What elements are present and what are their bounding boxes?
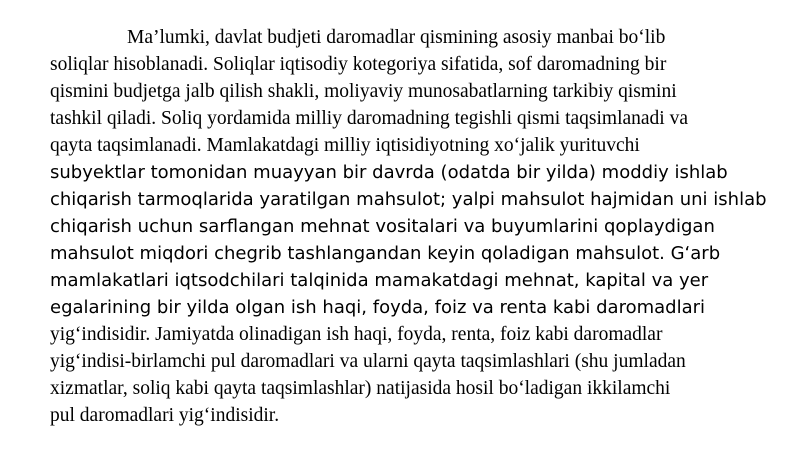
text-line-6: subyektlar tomonidan muayyan bir davrda (odatda bir yilda) moddiy ishlab (50, 162, 728, 183)
text-line-12: yig‘indisidir. Jamiyatda olinadigan ish haqi, foyda, renta, foiz kabi daromadlar (50, 324, 663, 345)
text-line-1: Ma’lumki, davlat budjeti daromadlar qismining asosiy manbai bo‘lib (127, 27, 666, 48)
text-line-4: tashkil qiladi. Soliq yordamida milliy daromadning tegishli qismi taqsimlanadi va (50, 108, 689, 129)
text-line-10: mamlakatlari iqtsodchilari talqinida mamakatdagi mehnat, kapital va yer (50, 270, 709, 291)
text-line-8: chiqarish uchun sarflangan mehnat vositalari va buyumlarini qoplaydigan (50, 216, 715, 237)
document-page (50, 24, 770, 429)
text-line-7: chiqarish tarmoqlarida yaratilgan mahsulot; yalpi mahsulot hajmidan uni ishlab (50, 189, 767, 210)
text-line-2: soliqlar hisoblanadi. Soliqlar iqtisodiy kotegoriya sifatida, sof daromadning bir (50, 54, 667, 75)
text-line-14: xizmatlar, soliq kabi qayta taqsimlashlar) natijasida hosil bo‘ladigan ikkilamchi (50, 378, 671, 399)
text-line-9: mahsulot miqdori chegrib tashlangandan keyin qoladigan mahsulot. G‘arb (50, 243, 721, 264)
text-line-15: pul daromadlari yig‘indisidir. (50, 405, 280, 426)
text-line-3: qismini budjetga jalb qilish shakli, moliyaviy munosabatlarning tarkibiy qismini (50, 81, 677, 102)
text-line-5: qayta taqsimlanadi. Mamlakatdagi milliy iqtisidiyotning xo‘jalik yurituvchi (50, 135, 640, 156)
text-line-13: yig‘indisi-birlamchi pul daromadlari va ularni qayta taqsimlashlari (shu jumladan (50, 351, 686, 372)
text-line-11: egalarining bir yilda olgan ish haqi, foyda, foiz va renta kabi daromadlari (50, 297, 706, 318)
paragraph (50, 24, 770, 429)
